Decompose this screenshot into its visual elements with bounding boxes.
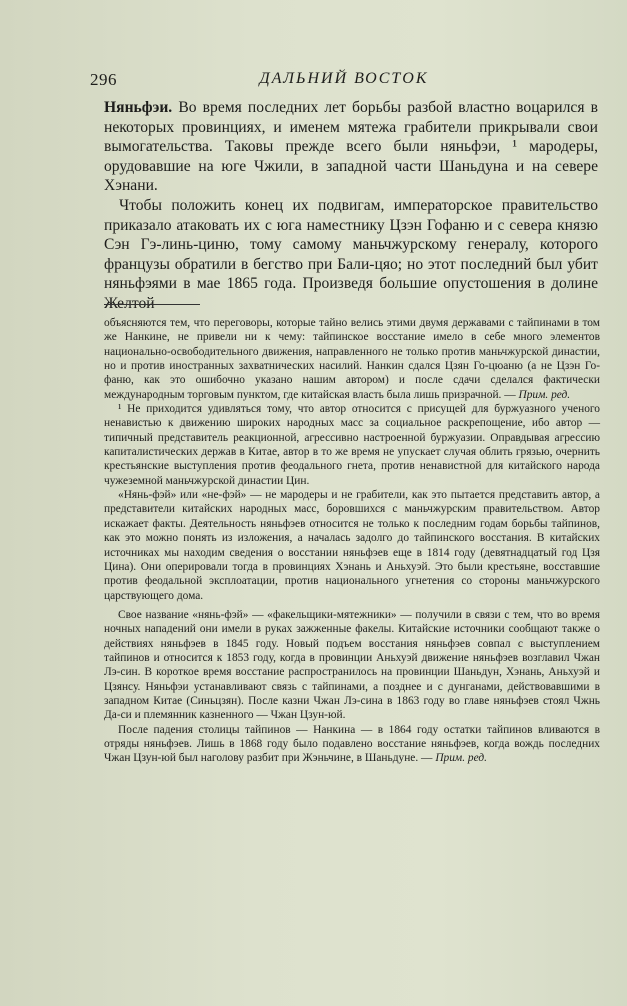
page-number: 296: [90, 70, 117, 89]
footnotes: [104, 316, 600, 766]
paragraph-body: Во время последних лет борьбы разбой властно воцарился в некоторых провинциях, и именем мятежа грабители прикрывали свои вымогательства. Таковы прежде всего были няньфэи, ¹ мародеры, орудовавшие на юге Чжили, в западной части Шаньдуна и на севере Хэнани.: [104, 99, 598, 195]
footnote-continuation-text: объясняются тем, что переговоры, которые тайно велись этими двумя державами с тайпинами в том же Нанкине, не привели ни к чему: тайпинское восстание имело в себе много элементов национально-освободительного движения, направленного не только против маньчжурской династии, но и против иностранных захватнических насилий. Нанкин сдался Цзян Го-цюаню (а не Цзэн Го-фаню, как это ошибочно указано нашим автором) и после сдачи сделался фактически международным торговым пунктом, где китайская власть была лишь призрачной. —: [104, 317, 600, 401]
main-text: [104, 98, 598, 314]
paragraph-nianfei: [104, 98, 598, 196]
editor-note-sign: Прим. ред.: [518, 388, 571, 401]
footnote-1-part-4: [104, 723, 600, 766]
footnote-1: ¹ Не приходится удивляться тому, что автор относится с присущей для буржуазного ученого ненавистью к движению широких народных масс за социальное раскрепощение, ибо автор — типичный представитель реакционной, агрессивно настроенной буржуазии. Оправдывая агрессию капиталистических держав в Китае, автор в то же время не упускает случая облить грязью, очернить крестьянские выступления против феодального гнета, против ненавистной для китайского народа чужеземной маньчжурской династии Цин.: [104, 403, 600, 487]
footnote-1-part-3: Свое название «нянь-фэй» — «факельщики-мятежники» — получили в связи с тем, что во время ночных нападений они имели в руках зажженные факелы. Китайские источники сообщают также о действиях няньфэев в 1845 году. Новый подъем восстания няньфэев совпал с выступлением тайпинов и относится к 1853 году, когда в провинции Аньхуэй движение няньфэев возглавил Чжан Лэ-син. В короткое время восстание распространилось на провинции Шаньдун, Хэнань, Аньхуэй и Цзянсу. Няньфэи устанавливают связь с тайпинами, а позднее и с дунганами, действовавшими в западном Китае (Синьцзян). После казни Чжан Лэ-сина в 1863 году во главе няньфэев стоял Чжнь Да-си и племянник казненного — Чжан Цзун-юй.: [104, 608, 600, 722]
footnote-separator: [104, 304, 200, 305]
paragraph-campaign: Чтобы положить конец их подвигам, императорское правительство приказало атаковать их с юга наместнику Цзэн Гофаню и с севера князю Сэн Гэ-линь-циню, тому самому маньчжурскому генералу, которого французы обратили в бегство при Бали-цяо; но этот последний был убит няньфэями в мае 1865 года. Произведя большие опустошения в долине Желтой: [104, 196, 598, 312]
page-header: [90, 70, 598, 94]
footnote-1-part-4-text: После падения столицы тайпинов — Нанкина — в 1864 году остатки тайпинов вливаются в отряды няньфэев. Лишь в 1868 году было подавлено восстание няньфэев, когда вождь последних Чжан Цзун-юй был наголову разбит при Жэньчине, в Шаньдуне. —: [104, 723, 600, 765]
footnote-1-part-2: «Нянь-фэй» или «не-фэй» — не мародеры и не грабители, как это пытается представить автор, а представители китайских народных масс, боровшихся с маньчжурским правительством. Автор искажает факты. Деятельность няньфэев относится не только к последним годам борьбы тайпинов, как это можно понять из изложения, а началась задолго до тайпинского восстания. В китайских источниках мы находим сведения о восстании няньфэев еще в 1814 году (девятнадцатый год Цзя Цина). Они оперировали тогда в провинциях Хэнань и Аньхуэй. Это были крестьяне, восставшие против феодальной эксплоатации, против национального угнетения со стороны маньчжурского царствующего дома.: [104, 489, 600, 602]
editor-note-sign: Прим. ред.: [435, 752, 487, 765]
footnote-continuation: [104, 316, 600, 402]
paragraph-lead: Няньфэи.: [104, 99, 173, 116]
running-title: ДАЛЬНИЙ ВОСТОК: [259, 70, 429, 87]
